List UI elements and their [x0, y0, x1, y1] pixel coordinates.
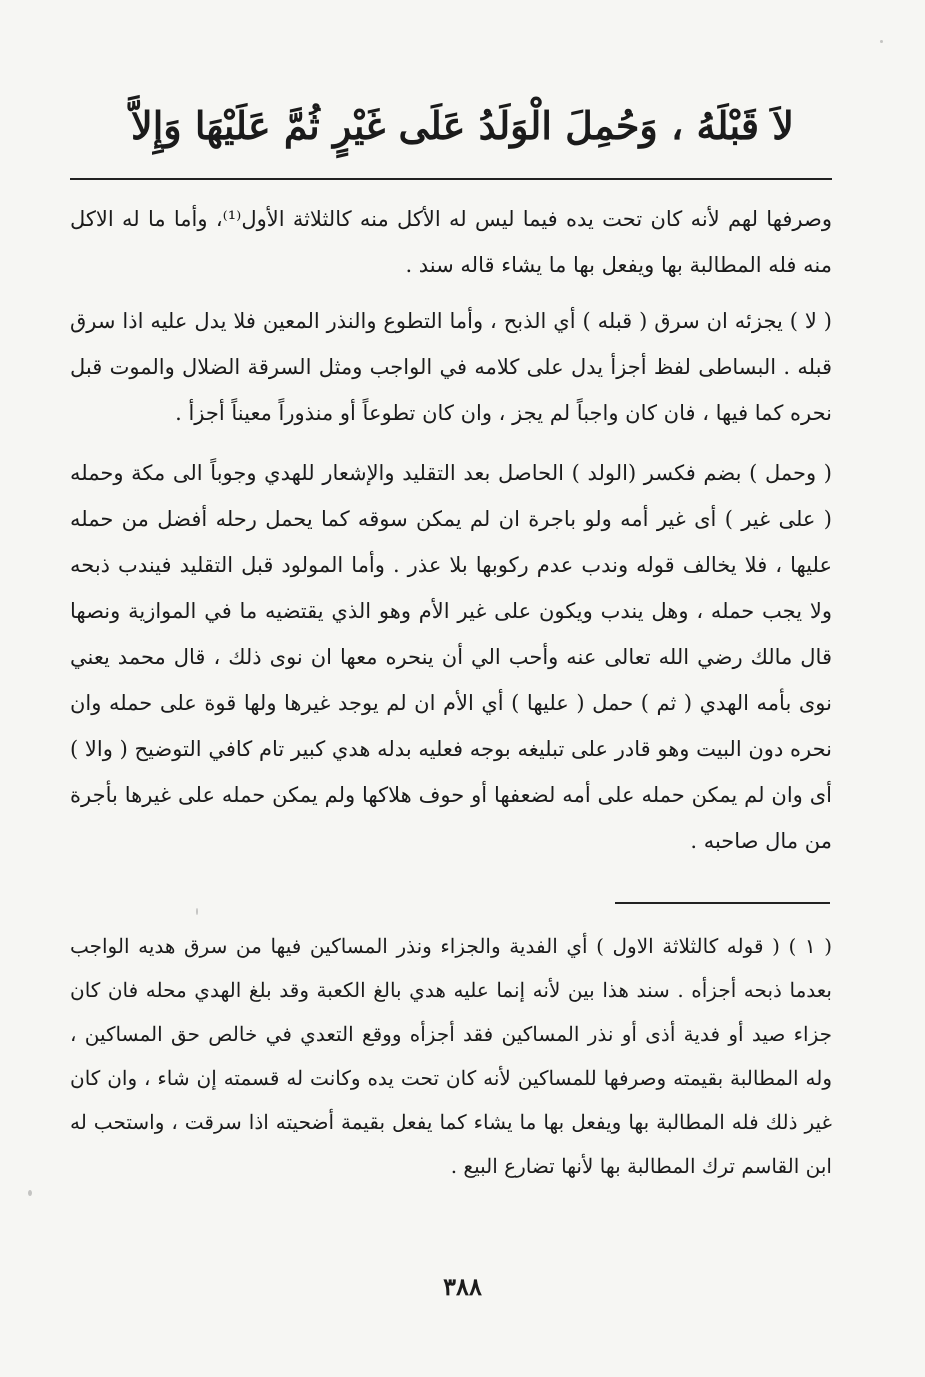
footnotes	[70, 924, 832, 1188]
footnote-divider	[615, 902, 830, 904]
scan-speck	[196, 908, 198, 915]
paragraph-2: ( لا ) يجزئه ان سرق ( قبله ) أي الذبح ، وأما التطوع والنذر المعين فلا يدل عليه اذا سرق قبله . البساطى لفظ أجزأ يدل على كلامه في الواجب ومثل السرقة الضلال والموت قبل نحره كما فيها ، فان كان واجباً لم يجز ، وان كان تطوعاً أو منذوراً معيناً أجزأ .	[70, 309, 832, 425]
page-number: ٣٨٨	[443, 1272, 482, 1301]
paragraph-1: وصرفها لهم لأنه كان تحت يده فيما ليس له الأكل منه كالثلاثة الأول⁽¹⁾، وأما ما له الاكل منه فله المطالبة بها ويفعل بها ما يشاء قاله سند .	[70, 207, 832, 277]
matn-heading: لاَ قَبْلَهُ ، وَحُمِلَ الْوَلَدُ عَلَى غَيْرٍ ثُمَّ عَلَيْهَا وَإِلاَّ	[131, 103, 794, 148]
footnote-1: ( ١ ) ( قوله كالثلاثة الاول ) أي الفدية والجزاء ونذر المساكين فيها من سرق هديه الواجب بعدما ذبحه أجزأه . سند هذا بين لأنه إنما عليه هدي بالغ الكعبة وقد بلغ الهدي محله فان كان جزاء صيد أو فدية أذى أو نذر المساكين فقد أجزأه ووقع التعدي في خالص حق المساكين ، وله المطالبة بقيمته وصرفها للمساكين لأنه كان تحت يده وكانت له قسمته إن شاء ، وان كان غير ذلك فله المطالبة بها ويفعل بها ما يشاء كما يفعل بقيمة أضحيته اذا سرقت ، واستحب له ابن القاسم ترك المطالبة بها لأنها تضارع البيع .	[70, 934, 832, 1178]
scan-speck	[28, 1190, 32, 1196]
paragraph-3: ( وحمل ) بضم فكسر (الولد ) الحاصل بعد التقليد والإشعار للهدي وجوباً الى مكة وحمله ( على غير ) أى غير أمه ولو باجرة ان لم يمكن سوقه كما يحمل رحله أفضل من حمله عليها ، فلا يخالف قوله وندب عدم ركوبها بلا عذر . وأما المولود قبل التقليد فيندب ذبحه ولا يجب حمله ، وهل يندب ويكون على غير الأم وهو الذي يقتضيه ما في الموازية ونصها قال مالك رضي الله تعالى عنه وأحب الي أن ينحره معها ان نوى ذلك ، قال محمد يعني نوى بأمه الهدي ( ثم ) حمل ( عليها ) أي الأم ان لم يوجد غيرها ولها قوة على حمله وان نحره دون البيت وهو قادر على تبليغه بوجه فعليه بدله هدي كبير تام كافي التوضيح ( والا ) أى وان لم يمكن حمله على أمه لضعفها أو حوف هلاكها ولم يمكن حمله على غيرها بأجرة من مال صاحبه .	[70, 461, 832, 853]
commentary-body	[70, 196, 832, 878]
heading-divider	[70, 178, 832, 180]
scan-speck	[880, 40, 883, 43]
